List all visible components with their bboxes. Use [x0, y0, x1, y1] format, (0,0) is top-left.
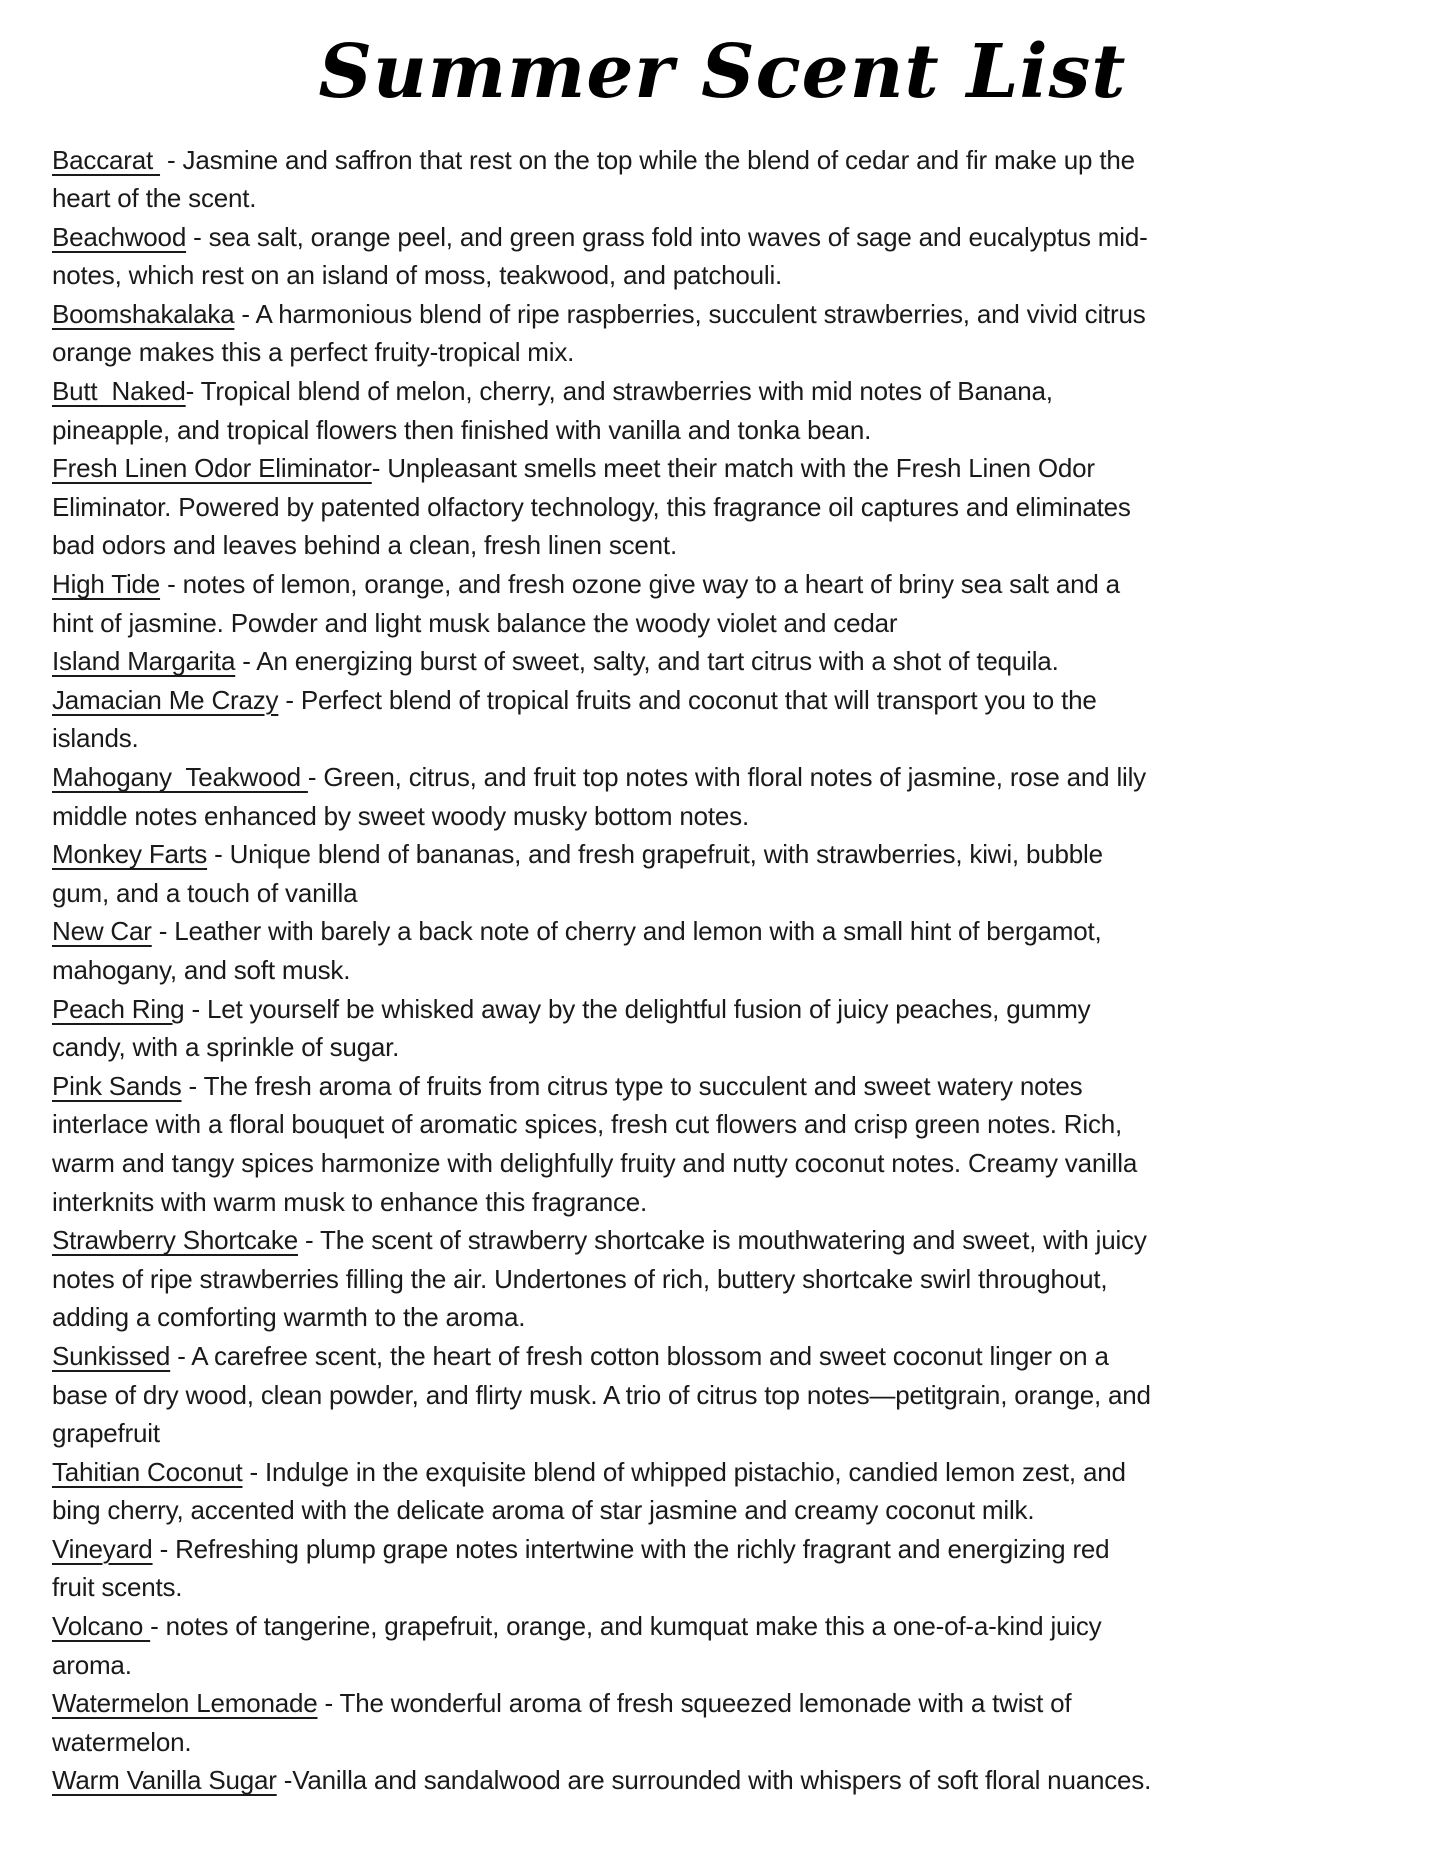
scent-entry: [52, 990, 1155, 1067]
scent-separator: -: [235, 646, 257, 677]
scent-separator: -: [234, 298, 256, 329]
scent-name: Mahogany Teakwood: [52, 762, 308, 792]
scent-separator: -: [317, 1688, 340, 1719]
scent-description: notes of tangerine, grapefruit, orange, and kumquat make this a one-of-a-kind juicy aroma.: [52, 1611, 1102, 1680]
scent-entry: [52, 912, 1155, 989]
scent-list: [52, 141, 1155, 1801]
scent-name: Peach Ring: [52, 993, 185, 1024]
scent-name: Boomshakalaka: [52, 298, 235, 329]
scent-name: Monkey Farts: [52, 839, 208, 870]
scent-entry: [52, 642, 1155, 681]
scent-description: Jasmine and saffron that rest on the top while the blend of cedar and fir make up the heart of the scent.: [52, 144, 1135, 214]
scent-separator: -: [160, 569, 183, 600]
scent-entry: [52, 1761, 1155, 1800]
scent-description: Unpleasant smells meet their match with the Fresh Linen Odor Eliminator. Powered by patented olfactory technology, this fragrance oil captures and eliminates bad odors and leaves behind a clean, fresh linen scent.: [52, 453, 1131, 561]
scent-description: Let yourself be whisked away by the delightful fusion of juicy peaches, gummy candy, with a sprinkle of sugar.: [52, 993, 1091, 1063]
scent-separator: -: [207, 839, 230, 870]
scent-name: Tahitian Coconut: [52, 1456, 243, 1487]
scent-description: Refreshing plump grape notes intertwine with the richly fragrant and energizing red fruit scents.: [52, 1533, 1110, 1603]
scent-name: Island Margarita: [52, 646, 236, 677]
scent-separator: -: [184, 993, 207, 1024]
scent-description: sea salt, orange peel, and green grass fold into waves of sage and eucalyptus mid-notes, which rest on an island of moss, teakwood, and patchouli.: [52, 221, 1148, 291]
scent-name: Jamacian Me Crazy: [52, 684, 279, 715]
scent-separator: -: [297, 1225, 321, 1256]
scent-entry: [52, 565, 1155, 642]
scent-name: Baccarat: [52, 144, 161, 175]
scent-entry: [52, 1067, 1155, 1221]
scent-name: Butt Naked: [52, 376, 186, 407]
scent-entry: [52, 1453, 1155, 1530]
scent-name: Beachwood: [52, 221, 187, 252]
scent-entry: [52, 1684, 1155, 1761]
scent-description: Unique blend of bananas, and fresh grapefruit, with strawberries, kiwi, bubble gum, and a touch of vanilla: [52, 839, 1103, 908]
scent-entry: [52, 1337, 1155, 1453]
scent-separator: -: [185, 376, 201, 407]
scent-description: Leather with barely a back note of cherry and lemon with a small hint of bergamot, mahogany, and soft musk.: [52, 916, 1102, 985]
scent-entry: [52, 295, 1155, 372]
scent-entry: [52, 681, 1155, 758]
scent-description: Indulge in the exquisite blend of whipped pistachio, candied lemon zest, and bing cherry, accented with the delicate aroma of star jasmine and creamy coconut milk.: [52, 1456, 1126, 1526]
scent-separator: -: [160, 144, 183, 175]
scent-name: Warm Vanilla Sugar: [52, 1765, 277, 1796]
scent-name: Pink Sands: [52, 1070, 182, 1101]
scent-entry: [52, 758, 1155, 835]
scent-name: Vineyard: [52, 1533, 153, 1564]
scent-entry: [52, 1607, 1155, 1684]
scent-description: Vanilla and sandalwood are surrounded with whispers of soft floral nuances.: [292, 1765, 1152, 1796]
scent-separator: -: [186, 221, 209, 252]
scent-description: Tropical blend of melon, cherry, and strawberries with mid notes of Banana, pineapple, and tropical flowers then finished with vanilla and tonka bean.: [52, 376, 1053, 445]
scent-entry: [52, 1530, 1155, 1607]
scent-name: High Tide: [52, 569, 161, 600]
scent-name: Strawberry Shortcake: [52, 1225, 298, 1256]
scent-name: Sunkissed: [52, 1340, 171, 1371]
scent-description: A carefree scent, the heart of fresh cotton blossom and sweet coconut linger on a base of dry wood, clean powder, and flirty musk. A trio of citrus top notes—petitgrain, orange, and grapefruit: [52, 1340, 1151, 1449]
scent-entry: [52, 835, 1155, 912]
scent-separator: -: [371, 453, 388, 484]
scent-entry: [52, 141, 1155, 218]
scent-entry: [52, 1221, 1155, 1337]
scent-entry: [52, 218, 1155, 295]
scent-name: Fresh Linen Odor Eliminator: [52, 453, 372, 484]
scent-description: Perfect blend of tropical fruits and coconut that will transport you to the islands.: [52, 684, 1097, 754]
scent-separator: -: [150, 1611, 166, 1642]
scent-description: The wonderful aroma of fresh squeezed lemonade with a twist of watermelon.: [52, 1688, 1072, 1757]
scent-separator: -: [152, 1533, 176, 1564]
scent-description: An energizing burst of sweet, salty, and tart citrus with a shot of tequila.: [256, 646, 1059, 677]
scent-name: New Car: [52, 916, 152, 947]
scent-description: Green, citrus, and fruit top notes with floral notes of jasmine, rose and lily middle notes enhanced by sweet woody musky bottom notes.: [52, 762, 1146, 831]
scent-separator: -: [307, 762, 324, 792]
page-title: Summer Scent List: [318, 29, 1127, 115]
scent-separator: -: [151, 916, 175, 947]
scent-separator: -: [181, 1070, 204, 1101]
scent-entry: [52, 372, 1155, 449]
scent-entry: [52, 449, 1155, 565]
scent-description: A harmonious blend of ripe raspberries, succulent strawberries, and vivid citrus orange makes this a perfect fruity-tropical mix.: [52, 298, 1146, 368]
scent-description: notes of lemon, orange, and fresh ozone give way to a heart of briny sea salt and a hint of jasmine. Powder and light musk balance the woody violet and cedar: [52, 569, 1120, 638]
scent-separator: -: [278, 684, 301, 715]
scent-separator: -: [242, 1456, 265, 1487]
scent-description: The fresh aroma of fruits from citrus type to succulent and sweet watery notes interlace with a floral bouquet of aromatic spices, fresh cut flowers and crisp green notes. Rich, warm and tangy spices harmonize with delighfully fruity and nutty coconut notes. Creamy vanilla interknits with warm musk to enhance this fragrance.: [52, 1070, 1138, 1217]
scent-name: Volcano: [52, 1611, 151, 1642]
scent-description: The scent of strawberry shortcake is mouthwatering and sweet, with juicy notes of ripe strawberries filling the air. Undertones of rich, buttery shortcake swirl throughout, adding a comforting warmth to the aroma.: [52, 1225, 1147, 1333]
scent-separator: -: [276, 1765, 293, 1796]
scent-separator: -: [170, 1340, 192, 1371]
scent-name: Watermelon Lemonade: [52, 1688, 318, 1719]
